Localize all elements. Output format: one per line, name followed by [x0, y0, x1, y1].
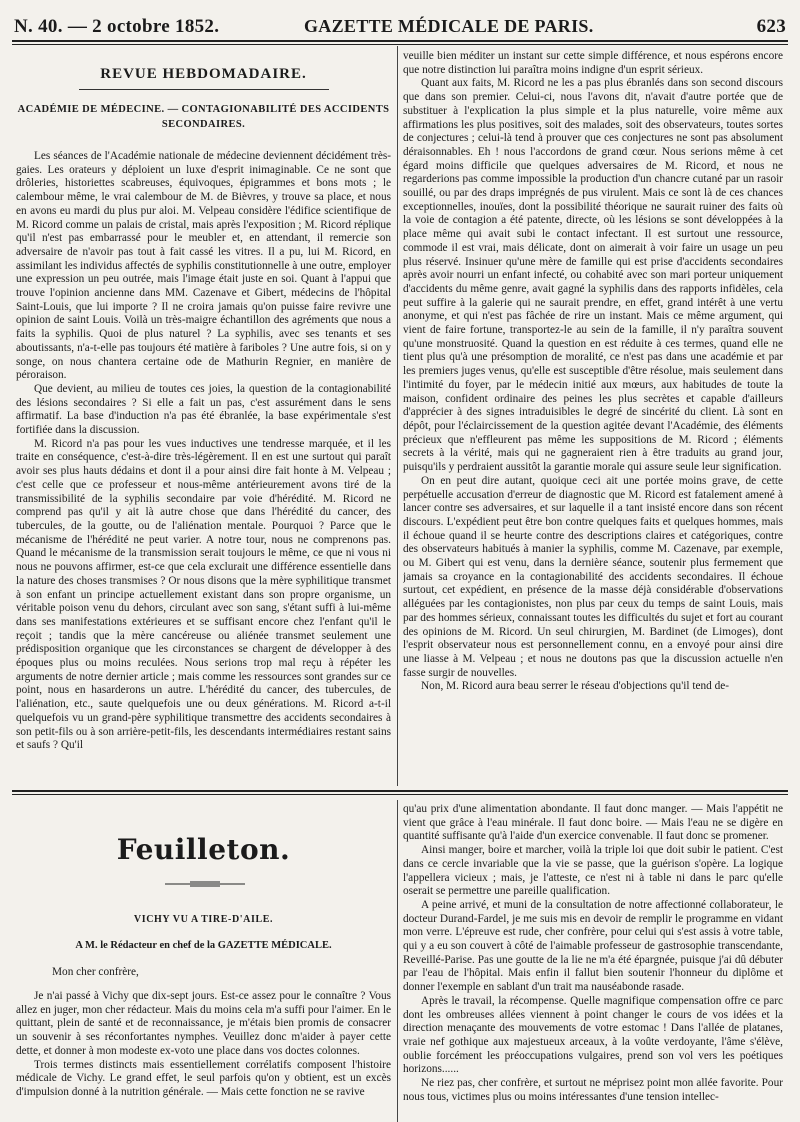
- feuilleton-paragraph: Après le travail, la récompense. Quelle magnifique compensation offre ce parc dont les ombreuses allées viennent à point changer le cours de vos idées et la direction menaçante des mouvements de votre estomac ! Dans l'allée de platanes, vraie nef gothique aux majestueux arceaux, à la voûte verdoyante, l'âme s'élève, oublie forcément les préoccupations vulgaires, prend son vol vers les poétiques horizons......: [403, 994, 783, 1076]
- section-rule: [12, 790, 788, 792]
- article-paragraph: Que devient, au milieu de toutes ces joies, la question de la contagionabilité des lésions secondaires ? Si elle a fait un pas, c'est assurément dans le sens affirmatif. La base d'induction n'a pas été ébranlée, la base expérimentale s'est fortifiée dans la discussion.: [16, 382, 391, 437]
- column-divider-lower: [397, 800, 398, 1122]
- header-rule-thin: [12, 44, 788, 45]
- article-paragraph: Non, M. Ricord aura beau serrer le réseau d'objections qu'il tend de-: [421, 680, 730, 693]
- feuilleton-paragraph: Ainsi manger, boire et marcher, voilà la triple loi que doit subir le patient. C'est dans ce cercle invariable que la vie se passe, que la guérison s'opère. La logique l'appellera vicieux ; mais, je l'atteste, ce n'est ni à table ni dans le parc qu'elle oserait se permettre une pareille qualification.: [403, 844, 783, 898]
- column-divider: [397, 46, 398, 786]
- article-column-right: [403, 50, 783, 786]
- journal-title: GAZETTE MÉDICALE DE PARIS.: [304, 16, 594, 36]
- feuilleton-paragraph: qu'au prix d'une alimentation abondante. Il faut donc manger. — Mais l'appétit ne vient que grâce à l'eau minérale. Il faut donc boire. — Mais l'eau ne se digère en quantité suffisante qu'à l'aide d'un exercice convenable. Il faut donc se promener.: [403, 803, 783, 843]
- article-column-left: [16, 150, 391, 786]
- feuilleton-column-left: [16, 990, 391, 1122]
- article-paragraph: M. Ricord n'a pas pour les vues inductives une tendresse marquée, et il les traite en conséquence, c'est-à-dire très-légèrement. Il en est une surtout qui paraît avoir ses plus hauts dédains et dont il a pour ainsi dire fait honte à M. Velpeau ; c'est celle que ce professeur et nous-même antérieurement avons tiré de la transmissibilité de la syphilis secondaire par voie d'hérédité. M. Ricord ne comprend pas qu'il y ait là autre chose que dans l'hérédité du cancer, des tubercules, de la goutte, ou de l'aliénation mentale. Pourquoi ? Parce que le mécanisme de l'hérédité ne peut varier. A notre tour, nous ne comprenons pas. Quand le mécanisme de la transmission serait toujours le même, ce que ni vous ni nous ne pouvons affirmer, est-ce que cela exclurait une différence essentielle dans la nature des choses transmises ? Or nous disons que la mère syphilitique transmet à son enfant un principe actuellement existant dans son propre organisme, un véritable poison venu du dehors, circulant avec son sang, s'étant suffi à lui-même dans ses manifestations extérieures et se suffisant encore chez l'enfant qu'il le reçoit ; tandis que la mère cancéreuse ou aliénée transmet seulement une prédisposition organique que les circonstances se chargent de développer à des époques plus ou moins reculées. Nous serions trop mal reçu à répéter les arguments de notre dernier article ; mais comme les ressources sont grandes sur ce point, nous en hasarderons un autre. L'hérédité du cancer, des tubercules, de l'aliénation, etc., saute quelquefois une ou deux générations. M. Ricord a-t-il quelquefois vu un grand-père syphilitique transmettre des accidents secondaires à son petit-fils ou à son arrière-petit-fils, les descendants intermédiaires restant sains et saufs ? Qu'il: [16, 437, 391, 752]
- issue-number: N. 40. — 2 octobre 1852.: [14, 16, 220, 37]
- feuilleton-salutation: Mon cher confrère,: [52, 966, 139, 978]
- article-paragraph: On en peut dire autant, quoique ceci ait une portée moins grave, de cette perpétuelle accusation d'erreur de diagnostic que M. Ricord est fatalement amené à lancer contre ses adversaires, et sur laquelle il a tant insisté encore dans son récent discours. L'expédient peut être bon contre quelques faits et quelques hommes, mais il échoue quand il se heurte contre des descriptions claires et catégoriques, contre des observateurs habitués à manier la syphilis, comme M. Cazenave, par exemple, ou M. Gibert qui est venu, dans la dernière séance, soutenir plus fermement que jamais sa croyance en la contagionabilité des accidents secondaires. Il échoue surtout, cet expédient, en présence de la masse déjà considérable d'observations alléguées par les contagionistes, non plus par ceux du temps de saint Louis, mais par des hommes sérieux, connaissant toutes les difficultés du sujet et fort au courant des opinions de M. Ricord. Un seul chirurgien, M. Bardinet (de Limoges), dont l'esprit observateur nous est personnellement connu, en a envoyé pour ainsi dire une liasse à M. Velpeau ; et nous ne doutons pas que la discussion actuelle n'en fasse surgir de nouvelles.: [403, 474, 783, 679]
- feuilleton-piece-title: VICHY VU A TIRE-D'AILE.: [133, 914, 274, 925]
- feuilleton-column-right: [403, 803, 783, 1122]
- revue-title: REVUE HEBDOMADAIRE.: [16, 66, 391, 90]
- ornament-divider: [165, 880, 245, 888]
- page-number: 623: [756, 16, 786, 37]
- feuilleton-title: Feuilleton.: [116, 833, 291, 866]
- feuilleton-addressee: A M. le Rédacteur en chef de la GAZETTE MÉDICALE.: [75, 940, 332, 951]
- article-paragraph: Quant aux faits, M. Ricord ne les a pas plus ébranlés dans son second discours que dans son premier. Celui-ci, nous l'avons dit, n'avait d'autre portée que de substituer à l'explication la plus simple et la plus naturelle, voire même aux affirmations les plus positives, soit des malades, soit des observateurs, toutes sortes de conjectures ; celui-là tend à prouver que ces conjectures ne sont pas absolument déraisonnables. Eh ! nous l'accordons de grand cœur. Nous serions même à cet égard moins difficile que quelques adversaires de M. Ricord, et nous ne regarderions pas comme impossible la production d'un chancre cutané par un rasoir souillé, ou par des draps imprégnés de pus virulent. Mais ce sont là de ces chances exceptionnelles, inouïes, dont la possibilité théorique ne saurait ruiner des faits où la voie de contagion a été patente, directe, où les lésions se sont développées à la place même qui avait subi le contact infectant. Il est surtout une ressource, commode il est vrai, mais délicate, dont on aimerait à voir faire un usage un peu plus réservé. Insinuer qu'une mère de famille qui est prise d'accidents secondaires après avoir nourri un enfant infecté, ou cohabité avec son mari porteur uniquement d'accidents du même genre, avait gagné la syphilis dans des rapports infidèles, cela peut suffire à la galerie qui ne saurait prendre, en effet, grand intérêt à une vertu anonyme, et qui n'est pas fâchée de rire un instant. Mais ce même argument, qui vient de faire fortune, transportez-le au sein de la famille, il n'y paraîtra souvent qu'une monstruosité. Quand la question en est réduite à ces termes, quand elle ne tient plus qu'à une présomption de moralité, ce n'est pas dans une académie et par les premiers juges venus, qu'elle est susceptible d'être résolue, mais seulement dans l'intimité du foyer, par le médecin initié aux mœurs, aux habitudes de toute la maison, confident ordinaire des peines les plus secrètes et capable d'ailleurs d'apprécier à des signes intraduisibles le degré de sincérité du client. Là sont en dépôt, pour l'éclaircissement de la question agitée devant l'Académie, des éléments précieux que n'effleurent pas même les suppositions de M. Ricord ; éléments secrets à la vérité, mais qui ne gagneraient rien à être traduits au grand jour, puisqu'ils y perdraient aussitôt la garantie morale qui assure seule leur signification.: [403, 77, 783, 474]
- article-paragraph: veuille bien méditer un instant sur cette simple différence, et nous espérons encore que notre distinction lui paraîtra moins indigne d'un esprit sérieux.: [403, 50, 783, 76]
- section-rule-thin: [12, 794, 788, 795]
- masthead: [14, 14, 786, 40]
- article-subtitle: ACADÉMIE DE MÉDECINE. — CONTAGIONABILITÉ DES ACCIDENTS SECONDAIRES.: [17, 104, 390, 130]
- feuilleton-paragraph: Je n'ai passé à Vichy que dix-sept jours. Est-ce assez pour le connaître ? Vous allez en juger, mon cher rédacteur. Mais du moins cela m'a suffi pour l'aimer. En le quittant, plein de santé et de reconnaissance, je m'étais bien promis de consacrer un souvenir à ses réconfortantes nymphes. Veuillez donc m'aider à payer cette dette, et donner à mon modeste ex-voto une place dans vos doctes colonnes.: [16, 990, 391, 1057]
- feuilleton-paragraph: Ne riez pas, cher confrère, et surtout ne méprisez point mon allée favorite. Pour nous tous, victimes plus ou moins intéressantes d'une tension intellec-: [403, 1077, 783, 1103]
- feuilleton-paragraph: A peine arrivé, et muni de la consultation de notre affectionné collaborateur, le docteur Durand-Fardel, je me suis mis en devoir de remplir le programme en vidant mon verre. L'épreuve est rude, cher confrère, pour celui qui s'est assis à votre table, qui y a eu son couvert à côté de l'aimable professeur de gastrosophie transcendante, Reveillé-Parise. Pas une goutte de la lie ne m'a été épargnée, puisque j'ai dû débuter par l'eau de l'hôpital. Mais enfin il fallut bien soutenir l'honneur du diplôme et donner l'exemple en sablant d'un trait ma nauséabonde rasade.: [403, 898, 783, 994]
- article-paragraph: Les séances de l'Académie nationale de médecine deviennent décidément très-gaies. Les orateurs y déploient un luxe d'esprit inimaginable. Ce ne sont que drôleries, historiettes scabreuses, équivoques, épigrammes et bons mots ; le calembour même, le vrai calembour de M. de Bièvres, y trouve sa place, et nous en avons eu mardi du plus pur aloi. M. Velpeau considère l'édifice scientifique de M. Ricord comme un palais de cristal, mais après l'exposition ; M. Ricord réplique qu'il n'est pas embarrassé pour le meubler et, en attendant, il remercie son adversaire de n'avoir pas tout à fait cassé les vitres. Il a pu, lui M. Ricord, en assimilant les individus affectés de syphilis constitutionnelle à une outre, employer une expression un peu outrée, mais l'image était juste en soi. Quant à l'appui que trouve l'opinion ancienne dans MM. Cazenave et Gibert, médecins de l'hôpital Saint-Louis, que lui importe ? Il ne croira jamais qu'on puisse faire revivre une opinion de saint Louis. Voilà un très-maigre échantillon des agréments que nous a faits la syphilis. Quoi de plus naturel ? La syphilis, avec ses tenants et ses aboutissants, n'a-t-elle pas toujours été matière à fariboles ? Une autre fois, si on y songe, on nous chantera certaine ode de Mathurin Regnier, en manière de péroraison.: [16, 150, 391, 382]
- feuilleton-paragraph: Trois termes distincts mais essentiellement corrélatifs composent l'histoire médicale de Vichy. Le grand effet, le seul parfois qu'on y obtient, est un excès d'impulsion donné à la nutrition générale. — Mais cette fonction ne se ravive: [16, 1058, 391, 1098]
- header-rule: [12, 40, 788, 42]
